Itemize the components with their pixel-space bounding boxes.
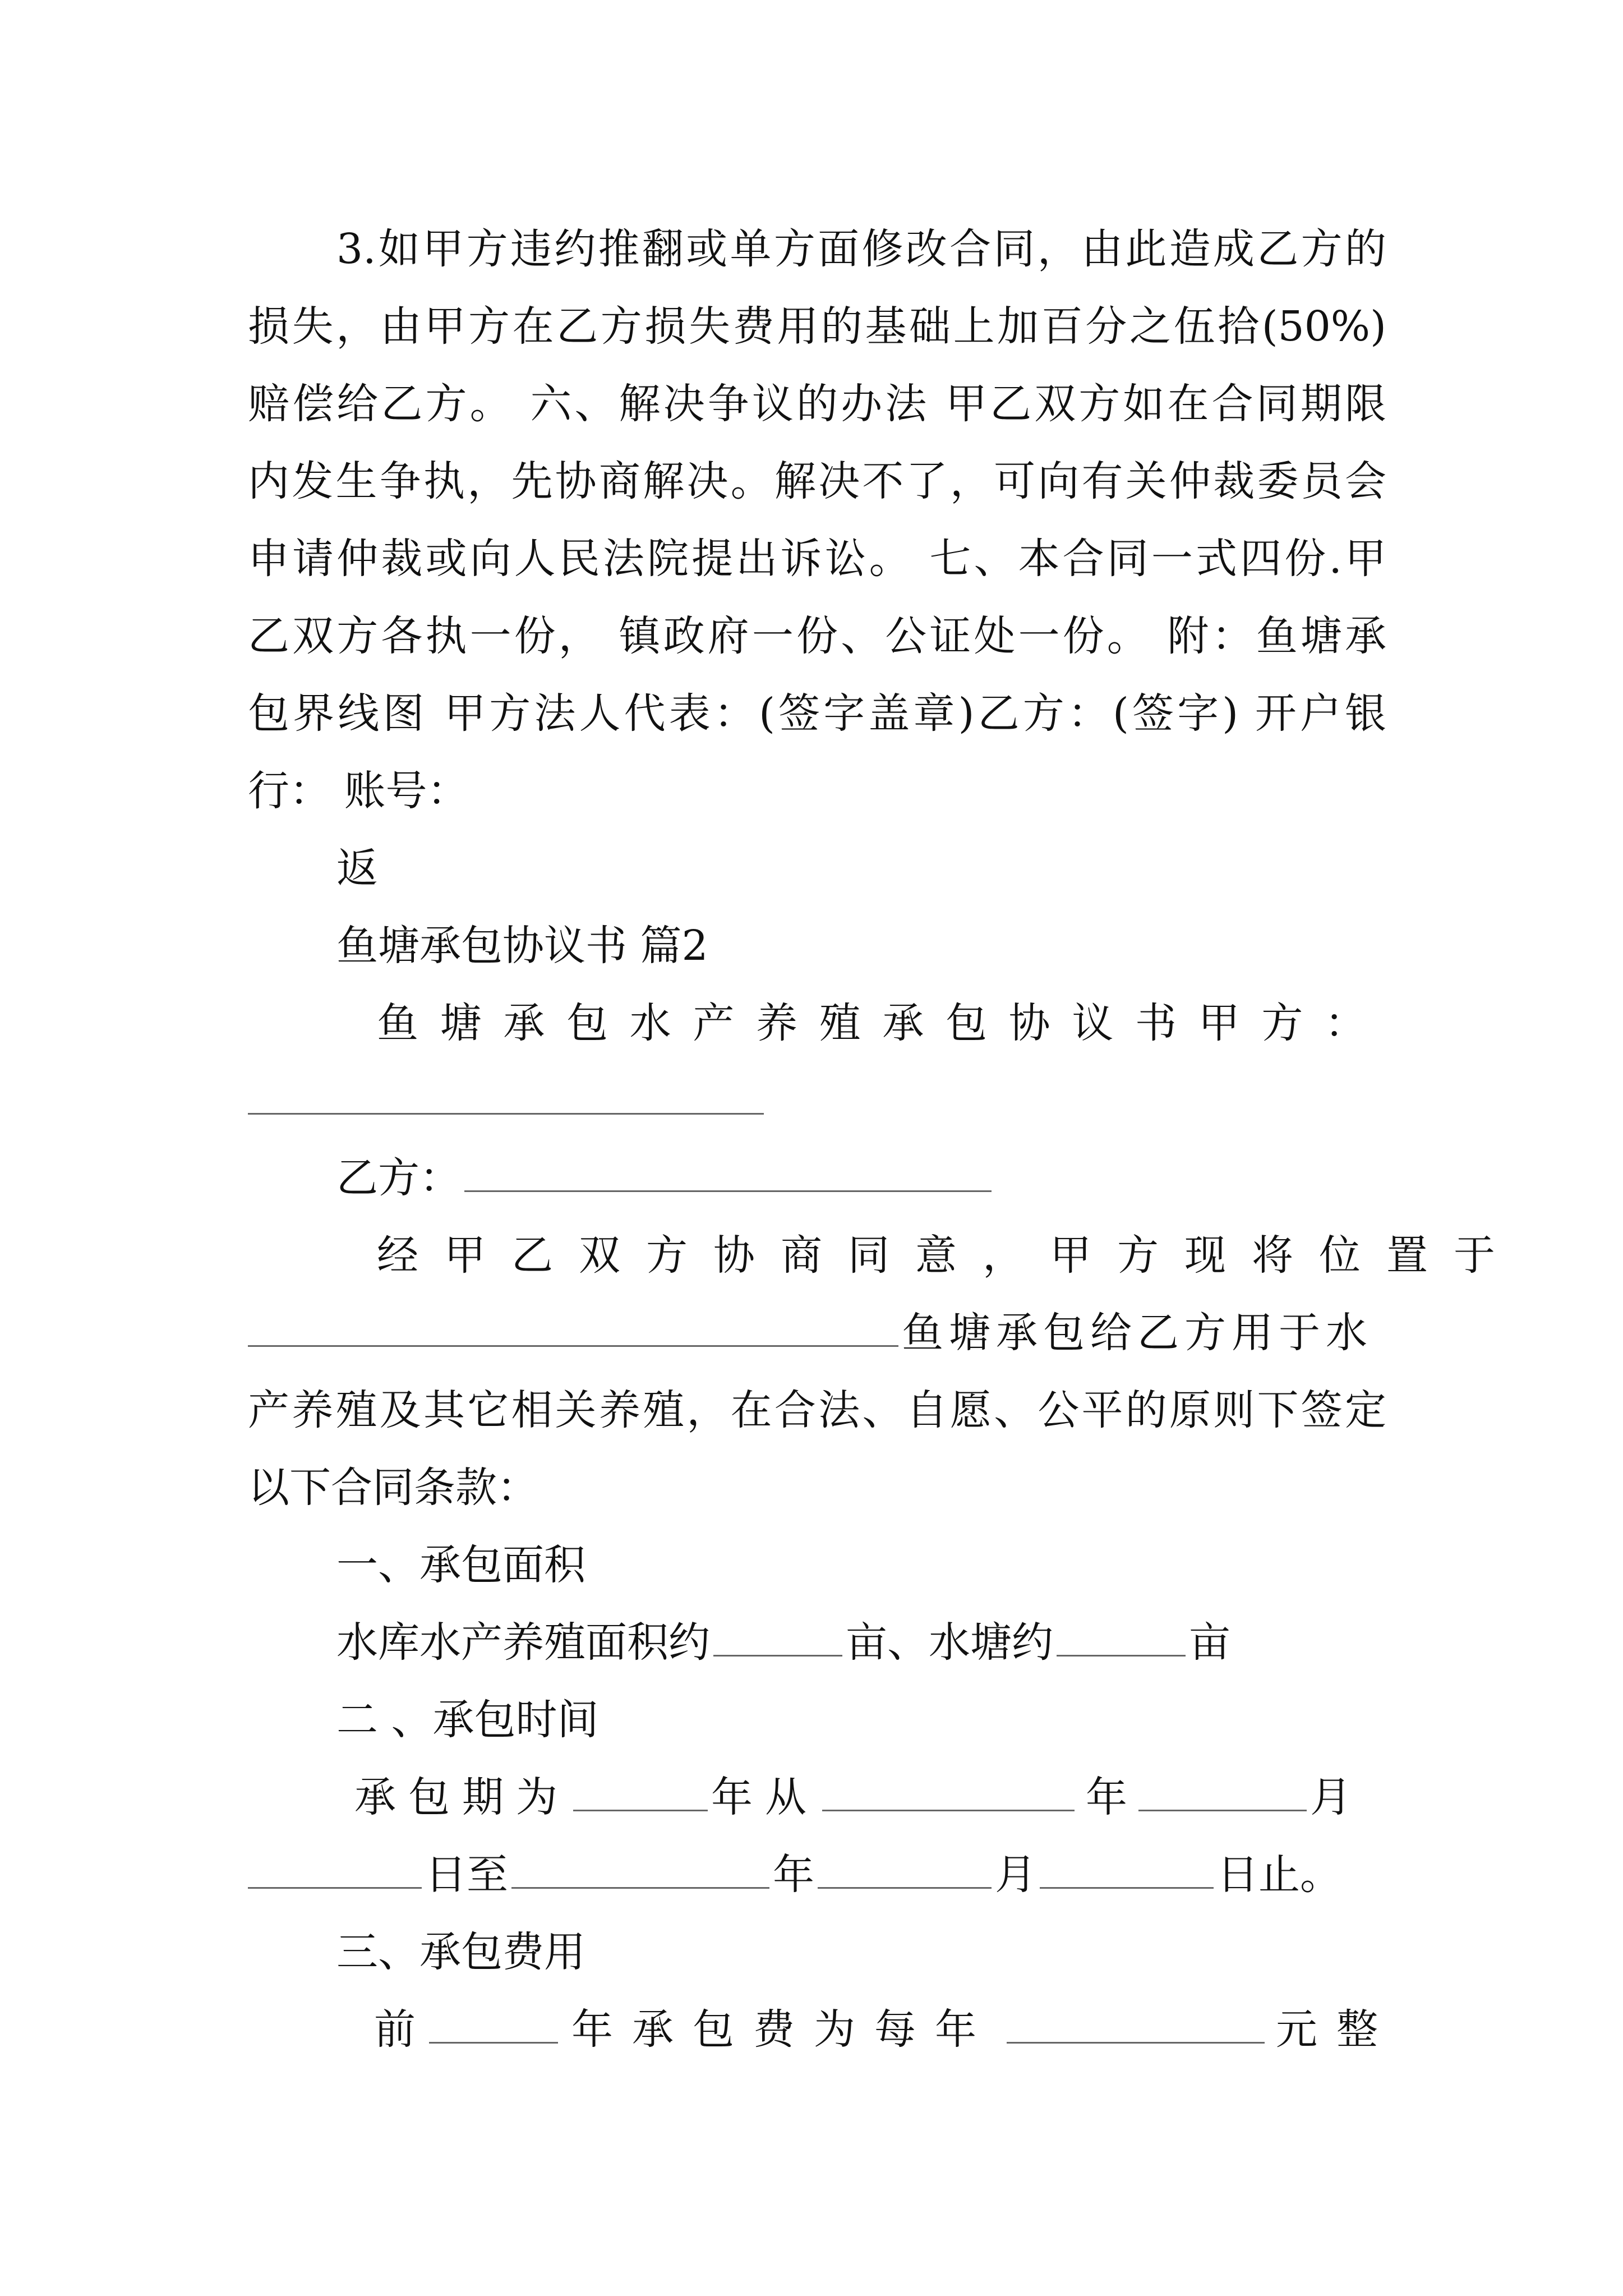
paragraph-line: 申请仲裁或向人民法院提出诉讼。 七、本合同一式四份.甲 [248,535,1386,583]
clause-line [248,1759,1386,1836]
paragraph-line: 行： 账号： [248,767,469,815]
end-year-blank [511,1848,769,1889]
start-day-blank [248,1848,422,1889]
clause-text: 亩、水塘约 [846,1618,1053,1667]
clause-text: 年从 [711,1773,819,1821]
initial-years-blank [429,2003,558,2044]
intro-line: 经甲乙双方协商同意，甲方现将位置于 [377,1231,1521,1280]
intro-line [248,1294,1386,1372]
paragraph-line: 损失，由甲方在乙方损失费用的基础上加百分之伍拾(50%) [248,302,1386,351]
location-blank [248,1306,898,1347]
party-a-blank [248,1074,764,1115]
clause-text: 日止。 [1217,1851,1341,1899]
document-page [248,210,1521,2068]
clause-text: 月 [995,1851,1036,1899]
party-b-line [248,1139,1386,1217]
area-blank [713,1616,842,1657]
party-b-label: 乙方： [336,1154,461,1202]
clause-text: 承包期为 [354,1773,570,1821]
paragraph-line: 3.如甲方违约推翻或单方面修改合同，由此造成乙方的 [336,225,1386,273]
clause-text: 日至 [425,1851,508,1899]
clause-line [248,1604,1386,1681]
intro-text: 鱼塘承包给乙方用于水 [902,1309,1373,1357]
end-day-blank [1040,1848,1214,1889]
clause-text: 年承包费为每年 [571,2005,995,2054]
intro-line: 产养殖及其它相关养殖，在合法、自愿、公平的原则下签定 [248,1386,1386,1434]
clause-heading: 一、承包面积 [336,1541,585,1589]
clause-text: 元整 [1276,2005,1397,2054]
paragraph-line: 包界线图 甲方法人代表：(签字盖章)乙方：(签字) 开户银 [248,689,1386,738]
clause-text: 年 [1086,1773,1127,1821]
clause-heading: 二 、承包时间 [336,1696,599,1744]
doc-title-line: 鱼塘承包水产养殖承包协议书甲方： [377,999,1386,1047]
start-month-blank [1138,1770,1307,1811]
party-b-blank [464,1151,992,1192]
end-month-blank [818,1848,992,1889]
paragraph-line: 赔偿给乙方。 六、解决争议的办法 甲乙双方如在合同期限 [248,380,1386,428]
clause-line [248,1991,1397,2068]
start-year-blank [822,1770,1075,1811]
pond-area-blank [1057,1616,1186,1657]
intro-line: 以下合同条款： [248,1464,538,1512]
paragraph-line: 乙双方各执一份， 镇政府一份、公证处一份。 附：鱼塘承 [248,612,1386,660]
term-years-blank [573,1770,708,1811]
clause-text: 前 [374,2005,416,2054]
annual-fee-blank [1007,2003,1265,2044]
section-title: 鱼塘承包协议书 篇2 [336,922,708,970]
clause-text: 水库水产养殖面积约 [336,1618,710,1667]
clause-line [248,1836,1386,1913]
party-a-blank-line [248,1062,1386,1139]
clause-text: 亩 [1189,1618,1230,1667]
clause-heading: 三、承包费用 [336,1928,585,1976]
clause-text: 月 [1310,1773,1352,1821]
paragraph-line: 内发生争执，先协商解决。解决不了，可向有关仲裁委员会 [248,457,1386,505]
clause-text: 年 [773,1851,814,1899]
return-link[interactable]: 返 [336,844,378,892]
